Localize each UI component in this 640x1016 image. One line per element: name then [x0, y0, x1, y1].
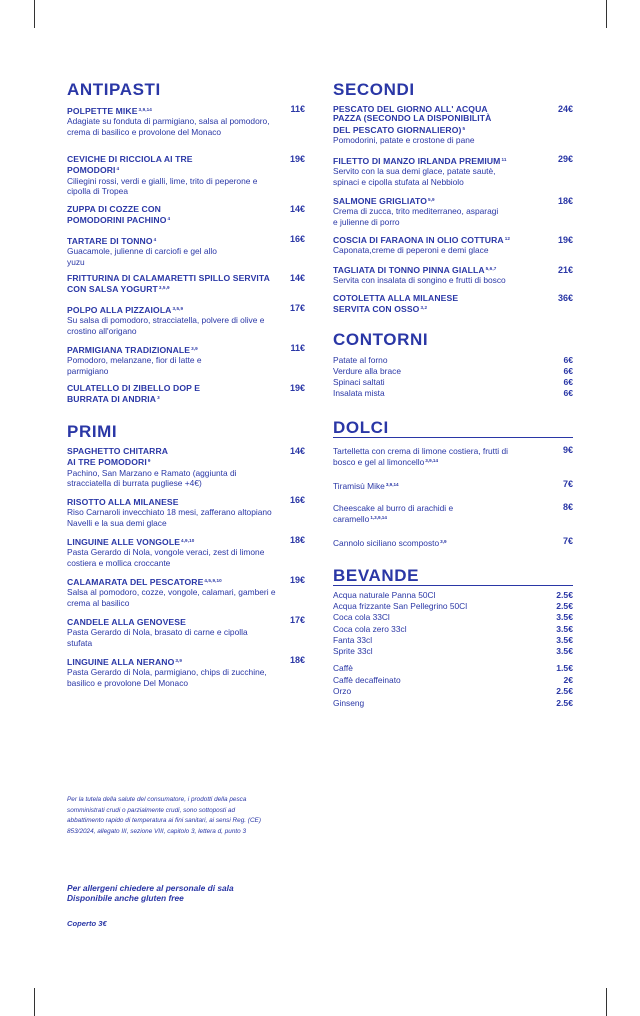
- item-description: Pasta Gerardo di Nola, brasato di carne e cipolla stufata: [67, 627, 248, 648]
- primi-title: PRIMI: [67, 422, 118, 441]
- item-name: LINGUINE ALLE VONGOLE: [67, 537, 181, 547]
- item-price: 17€: [289, 615, 305, 625]
- item-description: Pomodorini, patate e crostone di pane: [333, 135, 475, 146]
- item-price: 8€: [562, 502, 573, 512]
- menu-item: [67, 447, 305, 488]
- item-name: CULATELLO DI ZIBELLO DOP E BURRATA DI ANDRIA: [67, 383, 201, 405]
- item-price: 7€: [562, 536, 573, 546]
- item-name: Orzo: [333, 686, 352, 696]
- coperto-note: Coperto 3€: [67, 919, 107, 928]
- item-description: Riso Carnaroli invecchiato 18 mesi, zafferano altopiano Navelli e la sua demi glace: [67, 507, 272, 528]
- item-description: Servito con la sua demi glace, patate sautè, spinaci e cipolla stufata al Nebbiolo: [333, 166, 496, 187]
- allergen-codes: 3,9: [175, 658, 183, 663]
- allergen-codes: 4: [116, 166, 120, 172]
- item-name: Cannolo siciliano scomposto: [333, 538, 440, 548]
- item-name: Tiramisù Mike: [333, 481, 385, 491]
- menu-item: [67, 155, 305, 196]
- contorni-title: CONTORNI: [333, 330, 429, 349]
- allergen-codes: 4: [167, 216, 171, 222]
- list-item: [333, 686, 573, 696]
- item-price: 18€: [289, 535, 305, 545]
- menu-item: [67, 105, 305, 137]
- allergen-codes: 3,5,9: [172, 306, 184, 311]
- item-description: Servita con insalata di songino e frutti di bosco: [333, 275, 506, 286]
- allergen-codes: 3,9,14: [138, 107, 152, 112]
- item-price: 14€: [289, 446, 305, 456]
- allergen-codes: 5,9: [428, 197, 435, 202]
- item-description: Crema di zucca, trito mediterraneo, asparagi e julienne di porro: [333, 206, 499, 227]
- list-item: [333, 675, 573, 685]
- list-item: [333, 663, 573, 673]
- item-price: 14€: [289, 273, 305, 283]
- item-price: 14€: [289, 204, 305, 214]
- item-description: Su salsa di pomodoro, stracciatella, polvere di olive e crostino all'origano: [67, 315, 265, 336]
- item-name: Acqua naturale Panna 50Cl: [333, 590, 436, 600]
- allergen-codes: 3,9,14: [425, 458, 439, 464]
- item-description: Caponata,creme di peperoni e demi glace: [333, 245, 489, 256]
- item-price: 6€: [563, 377, 573, 387]
- dolci-title: DOLCI: [333, 418, 389, 437]
- menu-item: [333, 105, 573, 145]
- item-price: 24€: [557, 104, 573, 114]
- allergen-codes: 3,2: [420, 305, 428, 311]
- item-name: Patate al forno: [333, 355, 388, 365]
- menu-item: [333, 264, 573, 286]
- food-safety-note: Per la tutela della salute del consumatore, i prodotti della pesca somministrati crudi o parzialmente crudi, sono sottoposti ad abbattimento rapido di temperatura ai fini sanitari, ai sensi Reg. (CE) 853/2024, allegato III, sezione VIII, capitolo 3, lettera d, punto 3: [67, 796, 261, 835]
- item-name: SPAGHETTO CHITARRA AI TRE POMODORI: [67, 446, 168, 468]
- item-description: Ciliegini rossi, verdi e gialli, lime, trito di peperone e cipolla di Tropea: [67, 175, 258, 197]
- menu-item: [333, 503, 573, 524]
- menu-item: [67, 235, 305, 267]
- item-price: 19€: [289, 154, 305, 164]
- item-price: 2€: [563, 675, 573, 685]
- item-name: CANDELE ALLA GENOVESE: [67, 617, 186, 627]
- allergen-codes: 5,6,7: [485, 266, 497, 271]
- item-name: PARMIGIANA TRADIZIONALE: [67, 345, 191, 355]
- menu-item: [67, 536, 305, 568]
- menu-item: [333, 537, 573, 548]
- item-price: 19€: [289, 575, 305, 585]
- item-price: 29€: [557, 154, 573, 164]
- item-name: Spinaci saltati: [333, 377, 385, 387]
- item-price: 19€: [557, 235, 573, 245]
- item-name: ZUPPA DI COZZE CON POMODORINI PACHINO: [67, 204, 167, 226]
- item-price: 3.5€: [556, 635, 573, 645]
- item-name: PESCATO DEL GIORNO ALL' ACQUA PAZZA (SECONDO LA DISPONIBILITÀ DEL PESCATO GIORNALIERO): [333, 104, 492, 135]
- crop-mark-top-right: [606, 0, 607, 28]
- menu-item: [67, 205, 305, 226]
- item-price: 16€: [289, 495, 305, 505]
- item-description: Salsa al pomodoro, cozze, vongole, calamari, gamberi e crema al basilico: [67, 587, 276, 608]
- item-name: Ginseng: [333, 698, 365, 708]
- item-price: 7€: [562, 479, 573, 489]
- menu-item: [333, 155, 573, 187]
- item-price: 6€: [563, 355, 573, 365]
- item-name: Cheescake al burro di arachidi e caramello: [333, 503, 454, 525]
- item-price: 2.5€: [556, 698, 573, 708]
- allergen-codes: 11: [501, 157, 507, 162]
- item-price: 18€: [289, 655, 305, 665]
- allergen-codes: 4,5,9,10: [204, 578, 222, 583]
- allergen-codes: 1,3,9,14: [370, 515, 387, 521]
- item-price: 3.5€: [556, 646, 573, 656]
- menu-item: [333, 234, 573, 256]
- list-item: [333, 646, 573, 656]
- list-item: [333, 366, 573, 376]
- crop-mark-top-left: [34, 0, 35, 28]
- item-name: FRITTURINA DI CALAMARETTI SPILLO SERVITA CON SALSA YOGURT: [67, 273, 270, 295]
- list-item: [333, 355, 573, 365]
- list-item: [333, 698, 573, 708]
- item-price: 9€: [562, 445, 573, 455]
- item-name: Acqua frizzante San Pellegrino 50Cl: [333, 601, 468, 611]
- item-price: 21€: [557, 265, 573, 275]
- item-name: TAGLIATA DI TONNO PINNA GIALLA: [333, 265, 485, 275]
- menu-item: [67, 274, 305, 295]
- list-item: [333, 388, 573, 398]
- menu-item: [67, 576, 305, 608]
- allergen-codes: 3,9,14: [385, 482, 399, 487]
- allergen-codes: 12: [504, 236, 511, 241]
- allergen-codes: 4: [153, 237, 157, 242]
- crop-mark-bottom-left: [34, 988, 35, 1016]
- menu-item: [67, 496, 305, 528]
- list-item: [333, 377, 573, 387]
- item-price: 36€: [557, 293, 573, 303]
- allergen-codes: 3,5,9: [158, 285, 170, 291]
- item-description: Guacamole, julienne di carciofi e gel allo yuzu: [67, 246, 217, 267]
- list-item: [333, 624, 573, 634]
- gluten-free-note: Disponibile anche gluten free: [67, 893, 184, 903]
- crop-mark-bottom-right: [606, 988, 607, 1016]
- item-price: 11€: [290, 343, 305, 353]
- menu-item: [333, 480, 573, 491]
- allergen-codes: 4,9,10: [181, 538, 195, 543]
- item-description: Adagiate su fonduta di parmigiano, salsa al pomodoro, crema di basilico e provolone del Monaco: [67, 116, 270, 137]
- item-name: Caffè: [333, 663, 353, 673]
- item-name: RISOTTO ALLA MILANESE: [67, 497, 179, 507]
- item-description: Pomodoro, melanzane, fior di latte e parmigiano: [67, 355, 202, 376]
- bevande-title: BEVANDE: [333, 566, 420, 585]
- item-price: 18€: [557, 196, 573, 206]
- item-name: FILETTO DI MANZO IRLANDA PREMIUM: [333, 156, 501, 166]
- item-name: COSCIA DI FARAONA IN OLIO COTTURA: [333, 235, 504, 245]
- allergen-codes: 3,9: [440, 539, 447, 544]
- allergen-codes: 5: [462, 125, 466, 131]
- menu-item: [333, 446, 573, 467]
- item-name: Caffè decaffeinato: [333, 675, 401, 685]
- item-name: LINGUINE ALLA NERANO: [67, 657, 175, 667]
- item-name: Verdure alla brace: [333, 366, 401, 376]
- item-name: Tartelletta con crema di limone costiera, frutti di bosco e gel al limoncello: [333, 446, 509, 468]
- menu-item: [67, 384, 305, 405]
- menu-item: [67, 616, 305, 648]
- item-name: Sprite 33cl: [333, 646, 373, 656]
- allergen-note: Per allergeni chiedere al personale di sala: [67, 883, 234, 893]
- item-description: Pasta Gerardo di Nola, parmigiano, chips di zucchine, basilico e provolone Del Monaco: [67, 667, 267, 688]
- item-name: COTOLETTA ALLA MILANESE SERVITA CON OSSO: [333, 293, 459, 315]
- allergen-codes: 9: [147, 458, 151, 464]
- item-name: Fanta 33cl: [333, 635, 373, 645]
- antipasti-title: ANTIPASTI: [67, 80, 161, 99]
- menu-item: [333, 294, 573, 315]
- item-price: 6€: [563, 388, 573, 398]
- section-divider: [333, 585, 573, 586]
- item-description: Pasta Gerardo di Nola, vongole veraci, zest di limone costiera e mollica croccante: [67, 547, 265, 568]
- menu-item: [67, 656, 305, 688]
- item-name: POLPO ALLA PIZZAIOLA: [67, 305, 172, 315]
- item-price: 3.5€: [556, 612, 573, 622]
- item-name: Insalata mista: [333, 388, 385, 398]
- allergen-codes: 3,9: [191, 346, 198, 351]
- item-name: Coca cola zero 33cl: [333, 624, 407, 634]
- menu-item: [333, 195, 573, 227]
- list-item: [333, 601, 573, 611]
- list-item: [333, 612, 573, 622]
- allergen-codes: 3: [157, 395, 160, 401]
- item-description: Pachino, San Marzano e Ramato (aggiunta di stracciatella di burrata pugliese +4€): [67, 467, 237, 489]
- item-price: 3.5€: [556, 624, 573, 634]
- list-item: [333, 635, 573, 645]
- item-price: 2.5€: [556, 686, 573, 696]
- item-name: Coca cola 33Cl: [333, 612, 390, 622]
- menu-item: [67, 344, 305, 376]
- section-divider: [333, 437, 573, 438]
- menu-item: [67, 304, 305, 336]
- secondi-title: SECONDI: [333, 80, 415, 99]
- item-name: CEVICHE DI RICCIOLA AI TRE POMODORI: [67, 154, 193, 176]
- item-price: 2.5€: [556, 601, 573, 611]
- item-price: 16€: [289, 234, 305, 244]
- item-price: 1.5€: [556, 663, 573, 673]
- item-name: SALMONE GRIGLIATO: [333, 196, 428, 206]
- item-price: 19€: [289, 383, 305, 393]
- right-column: [333, 0, 573, 1016]
- item-price: 6€: [563, 366, 573, 376]
- item-name: POLPETTE MIKE: [67, 106, 138, 116]
- item-price: 11€: [290, 104, 305, 114]
- left-column: [67, 0, 305, 1016]
- item-price: 17€: [289, 303, 305, 313]
- item-name: CALAMARATA DEL PESCATORE: [67, 577, 204, 587]
- item-price: 2.5€: [556, 590, 573, 600]
- list-item: [333, 590, 573, 600]
- item-name: TARTARE DI TONNO: [67, 236, 153, 246]
